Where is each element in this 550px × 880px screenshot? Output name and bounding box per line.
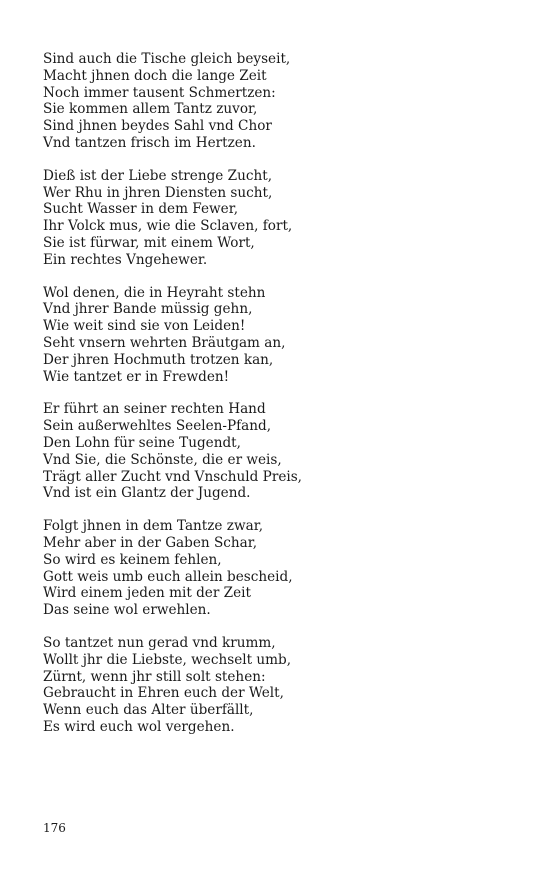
poem-line: Sie ist fürwar, mit einem Wort,	[43, 234, 255, 251]
poem-line: Dieß ist der Liebe strenge Zucht,	[43, 167, 273, 184]
poem-line: Mehr aber in der Gaben Schar,	[43, 534, 258, 551]
poem-line: Den Lohn für seine Tugendt,	[43, 434, 241, 451]
poem-line: Wenn euch das Alter überfällt,	[43, 702, 254, 719]
poem-line: Ihr Volck mus, wie die Sclaven, fort,	[43, 218, 293, 235]
poem-line: Zürnt, wenn jhr still solt stehen:	[43, 668, 266, 685]
poem-line: Wollt jhr die Liebste, wechselt umb,	[43, 651, 292, 668]
poem-line: Folgt jhnen in dem Tantze zwar,	[43, 518, 264, 535]
poem-line: Vnd tantzen frisch im Hertzen.	[43, 134, 256, 151]
poem-line: Wie weit sind sie von Leiden!	[43, 318, 246, 335]
stanza	[43, 285, 513, 386]
poem-line: Trägt aller Zucht vnd Vnschuld Preis,	[43, 468, 303, 485]
stanza	[43, 51, 513, 152]
poem-line: Wer Rhu in jhren Diensten sucht,	[43, 184, 273, 201]
stanza	[43, 401, 513, 502]
poem-line: Er führt an seiner rechten Hand	[43, 401, 266, 418]
poem-line: Sucht Wasser in dem Fewer,	[43, 201, 239, 218]
poem-line: Wie tantzet er in Frewden!	[43, 368, 230, 385]
poem-line: Sind auch die Tische gleich beyseit,	[43, 51, 291, 67]
poem-line: Macht jhnen doch die lange Zeit	[43, 67, 267, 84]
poem-line: Gebraucht in Ehren euch der Welt,	[43, 685, 284, 702]
poem-line: Gott weis umb euch allein bescheid,	[43, 568, 293, 585]
poem-line: Wol denen, die in Heyraht stehn	[43, 284, 266, 301]
poem-line: Vnd Sie, die Schönste, die er weis,	[43, 451, 282, 468]
poem-line: Noch immer tausent Schmertzen:	[43, 84, 276, 101]
poem-line: So wird es keinem fehlen,	[43, 551, 222, 568]
poem-line: Das seine wol erwehlen.	[43, 602, 211, 619]
poem-line: Wird einem jeden mit der Zeit	[43, 585, 251, 602]
poem-line: Seht vnsern wehrten Bräutgam an,	[43, 334, 286, 351]
poem-line: Vnd jhrer Bande müssig gehn,	[43, 301, 253, 318]
poem-line: Sind jhnen beydes Sahl vnd Chor	[43, 118, 272, 135]
poem	[43, 51, 513, 752]
stanza	[43, 518, 513, 619]
poem-line: Es wird euch wol vergehen.	[43, 718, 235, 735]
stanza	[43, 168, 513, 269]
poem-line: Ein rechtes Vngehewer.	[43, 251, 208, 268]
poem-line: Sein außerwehltes Seelen-Pfand,	[43, 418, 272, 435]
stanza	[43, 635, 513, 736]
poem-line: Sie kommen allem Tantz zuvor,	[43, 101, 258, 118]
poem-line: So tantzet nun gerad vnd krumm,	[43, 634, 276, 651]
page-number: 176	[43, 821, 66, 835]
poem-line: Vnd ist ein Glantz der Jugend.	[43, 485, 251, 502]
poem-line: Der jhren Hochmuth trotzen kan,	[43, 351, 274, 368]
